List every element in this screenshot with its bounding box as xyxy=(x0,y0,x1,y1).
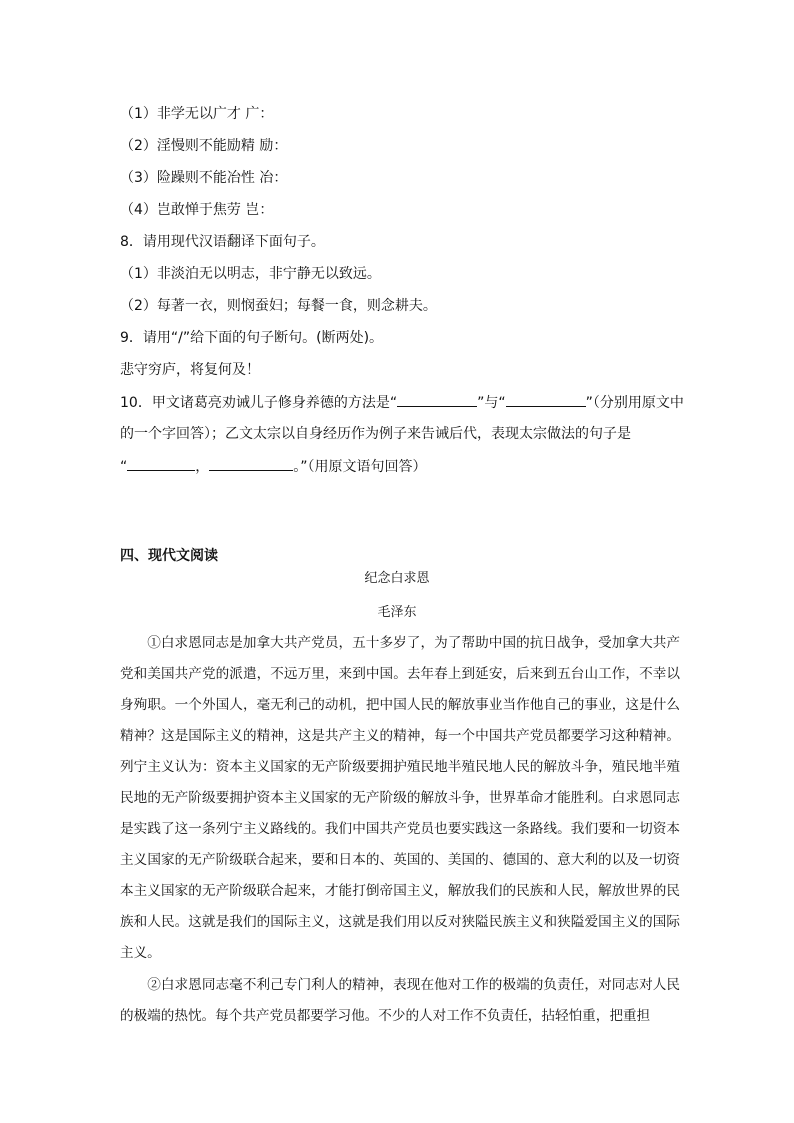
q10-answer-blank-4[interactable] xyxy=(209,456,293,471)
section-heading: 四、现代文阅读 xyxy=(120,548,218,564)
article-author: 毛泽东 xyxy=(377,605,417,620)
q9-sentence: 悲守穷庐，将复何及！ xyxy=(120,362,260,378)
q9-prompt: 9．请用“/”给下面的句子断句。(断两处)。 xyxy=(120,330,384,346)
q10-close: 。”（用原文语句回答） xyxy=(293,459,427,475)
q8-item-1: （1）非淡泊无以明志，非宁静无以致远。 xyxy=(120,266,381,282)
q10-answer-blank-3[interactable] xyxy=(127,456,195,471)
q10-part-2: ”与“ xyxy=(477,395,506,411)
q10-line-2: 的一个字回答）；乙文太宗以自身经历作为例子来告诫后代，表现太宗做法的句子是 xyxy=(120,426,631,442)
q8-item-2: （2）每著一衣，则悯蚕妇；每餐一食，则念耕夫。 xyxy=(120,298,437,314)
q7-item-4: （4）岂敢惮于焦劳 岂： xyxy=(120,202,274,218)
q10-line-3 xyxy=(120,456,427,477)
article-paragraph-1: ①白求恩同志是加拿大共产党员，五十多岁了，为了帮助中国的抗日战争，受加拿大共产党和美国共产党的派遣，不远万里，来到中国。去年春上到延安，后来到五台山工作，不幸以身殉职。一个外国人，毫无利己的动机，把中国人民的解放事业当作他自己的事业，这是什么精神？这是国际主义的精神，这是共产主义的精神，每一个中国共产党员都要学习这种精神。列宁主义认为：资本主义国家的无产阶级要拥护殖民地半殖民地人民的解放斗争，殖民地半殖民地的无产阶级要拥护资本主义国家的无产阶级的解放斗争，世界革命才能胜利。白求恩同志是实践了这一条列宁主义路线的。我们中国共产党员也要实践这一条路线。我们要和一切资本主义国家的无产阶级联合起来，要和日本的、英国的、美国的、德国的、意大利的以及一切资本主义国家的无产阶级联合起来，才能打倒帝国主义，解放我们的民族和人民，解放世界的民族和人民。这就是我们的国际主义，这就是我们用以反对狭隘民族主义和狭隘爱国主义的国际主义。 xyxy=(120,635,680,961)
q7-item-2: （2）淫慢则不能励精 励： xyxy=(120,138,288,154)
q10-answer-blank-1[interactable] xyxy=(397,392,477,407)
q10-open-quote: “ xyxy=(120,459,128,475)
q10-line-1 xyxy=(120,392,684,413)
q10-part-3: ”（分别用原文中 xyxy=(585,395,684,411)
q10-part-1: 10．甲文诸葛亮劝诫儿子修身养德的方法是“ xyxy=(120,395,398,411)
q10-comma: ， xyxy=(195,459,210,475)
q7-item-1: （1）非学无以广才 广： xyxy=(120,106,274,122)
q8-prompt: 8．请用现代汉语翻译下面句子。 xyxy=(120,234,325,250)
article-title: 纪念白求恩 xyxy=(364,571,430,586)
q10-answer-blank-2[interactable] xyxy=(506,392,586,407)
q7-item-3: （3）险躁则不能冶性 冶： xyxy=(120,170,288,186)
article-paragraph-2: ②白求恩同志毫不利己专门利人的精神，表现在他对工作的极端的负责任，对同志对人民的极端的热忱。每个共产党员都要学习他。不少的人对工作不负责任，拈轻怕重，把重担 xyxy=(120,977,680,1024)
